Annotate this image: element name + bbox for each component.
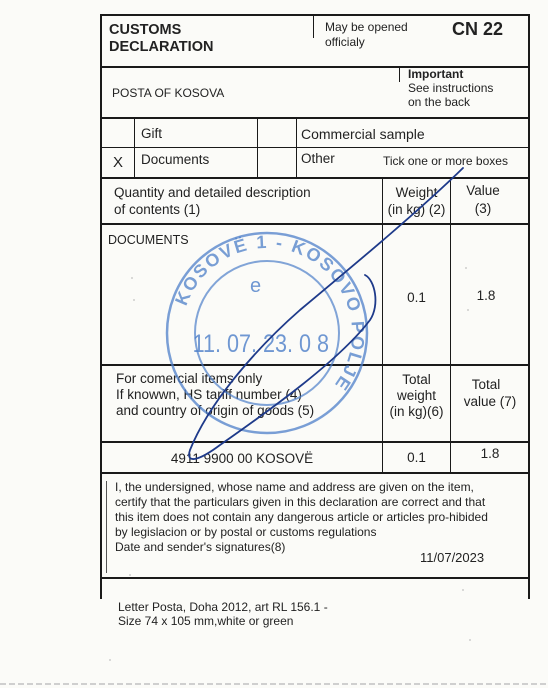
commercial-line3: and country of origin of goods (5) — [116, 403, 315, 418]
hs-and-country: 4911 9900 00 KOSOVË — [170, 451, 314, 466]
commercial-line1: For comercial items only — [116, 371, 263, 386]
certification-line1: I, the undersigned, whose name and address are given on the item, — [115, 480, 474, 494]
important-heading: Important — [408, 67, 464, 81]
contents-value: 1.8 — [476, 288, 496, 303]
important-line2: on the back — [408, 95, 471, 109]
commercial-sample-label: Commercial sample — [301, 126, 425, 142]
certification-line5: Date and sender's signatures(8) — [115, 540, 286, 554]
important-line1: See instructions — [408, 81, 494, 95]
description-heading-line1: Quantity and detailed description — [114, 185, 311, 200]
contents-description: DOCUMENTS — [108, 233, 189, 247]
form-title-line2: DECLARATION — [109, 39, 214, 55]
gift-checkbox[interactable] — [102, 119, 134, 147]
total-value-heading-line2: value (7) — [463, 394, 517, 409]
stamp-ring-text: KOSOVË 1 - KOSOVO POLJE — [171, 231, 369, 396]
value-heading-line2: (3) — [474, 201, 492, 216]
certification-line2: certify that the particulars given in this declaration are correct and that — [115, 495, 486, 509]
total-value-heading-line1: Total — [471, 377, 501, 392]
signature-date: 11/07/2023 — [420, 550, 485, 565]
documents-checkbox[interactable]: X — [112, 154, 123, 171]
stamp-date: 11. 07. 23. 0 8 — [192, 329, 330, 358]
description-heading-line2: of contents (1) — [114, 202, 201, 217]
form-title-line1: CUSTOMS — [109, 22, 182, 38]
weight-heading-line1: Weight — [395, 185, 438, 200]
may-be-opened-line1: May be opened — [325, 20, 408, 34]
gift-label: Gift — [141, 126, 163, 141]
certification-line4: by legislacion or by postal or customs regulations — [115, 525, 377, 539]
weight-heading-line2: (in kg) (2) — [387, 202, 446, 217]
total-weight-heading-line1: Total — [402, 372, 431, 387]
total-weight-heading-line2: weight — [396, 388, 437, 403]
tick-note: Tick one or more boxes — [383, 154, 508, 168]
value-heading-line1: Value — [466, 183, 500, 198]
total-weight: 0.1 — [407, 450, 426, 465]
stamp-letter: e — [250, 275, 262, 297]
other-label: Other — [301, 151, 335, 166]
other-checkbox[interactable] — [258, 148, 296, 177]
form-code: CN 22 — [452, 19, 504, 39]
certification-line3: this item does not contain any dangerous article or articles pro-hibided — [115, 510, 488, 524]
documents-label: Documents — [141, 152, 210, 167]
commercial-sample-checkbox[interactable] — [258, 119, 296, 147]
total-weight-heading-line3: (in kg)(6) — [389, 404, 444, 419]
footer-line1: Letter Posta, Doha 2012, art RL 156.1 - — [118, 600, 328, 614]
commercial-line2: If knowwn, HS tariff number (4) — [116, 387, 302, 402]
footer-line2: Size 74 x 105 mm,white or green — [118, 614, 294, 628]
contents-weight: 0.1 — [407, 290, 426, 305]
postal-operator: POSTA OF KOSOVA — [112, 86, 225, 100]
may-be-opened-line2: officialy — [325, 35, 365, 49]
total-value: 1.8 — [480, 446, 500, 461]
